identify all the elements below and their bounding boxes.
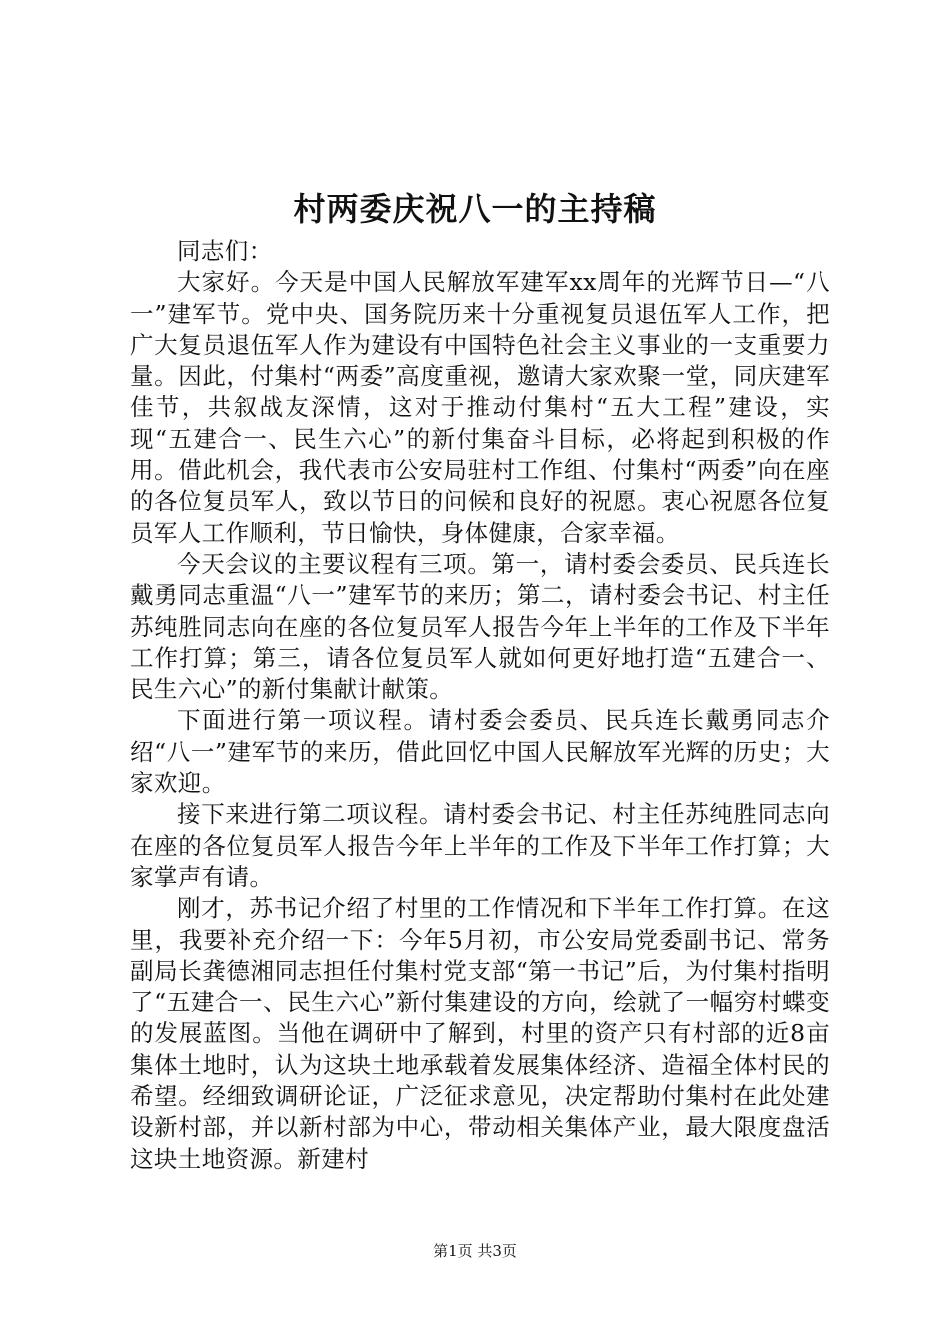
paragraph-3: 下面进行第一项议程。请村委会委员、民兵连长戴勇同志介绍“八一”建军节的来历，借此回忆中国人民解放军光辉的历史；大家欢迎。 [130,706,830,798]
document-title: 村两委庆祝八一的主持稿 [293,190,657,228]
paragraph-1: 大家好。今天是中国人民解放军建军xx周年的光辉节日—“八一”建军节。党中央、国务院历来十分重视复员退伍军人工作，把广大复员退伍军人作为建设有中国特色社会主义事业的一支重要力量。因此，付集村“两委”高度重视，邀请大家欢聚一堂，同庆建军佳节，共叙战友深情，这对于推动付集村“五大工程”建设，实现“五建合一、民生六心”的新付集奋斗目标，必将起到积极的作用。借此机会，我代表市公安局驻村工作组、付集村“两委”向在座的各位复员军人，致以节日的问候和良好的祝愿。衷心祝愿各位复员军人工作顺利，节日愉快，身体健康，合家幸福。 [130,268,830,547]
document-body [130,236,830,1175]
paragraph-5: 刚才，苏书记介绍了村里的工作情况和下半年工作打算。在这里，我要补充介绍一下：今年5月初，市公安局党委副书记、常务副局长龚德湘同志担任付集村党支部“第一书记”后，为付集村指明了“五建合一、民生六心”新付集建设的方向，绘就了一幅穷村蝶变的发展蓝图。当他在调研中了解到，村里的资产只有村部的近8亩集体土地时，认为这块土地承载着发展集体经济、造福全体村民的希望。经细致调研论证，广泛征求意见，决定帮助付集村在此处建设新村部，并以新村部为中心，带动相关集体产业，最大限度盘活这块土地资源。新建村 [130,894,830,1173]
page-number-footer: 第1页 共3页 [433,1242,517,1260]
paragraph-4: 接下来进行第二项议程。请村委会书记、村主任苏纯胜同志向在座的各位复员军人报告今年上半年的工作及下半年工作打算；大家掌声有请。 [130,800,830,891]
paragraph-2: 今天会议的主要议程有三项。第一，请村委会委员、民兵连长戴勇同志重温“八一”建军节的来历；第二，请村委会书记、村主任苏纯胜同志向在座的各位复员军人报告今年上半年的工作及下半年工作打算；第三，请各位复员军人就如何更好地打造“五建合一、民生六心”的新付集献计献策。 [130,549,830,704]
salutation: 同志们： [177,237,273,265]
